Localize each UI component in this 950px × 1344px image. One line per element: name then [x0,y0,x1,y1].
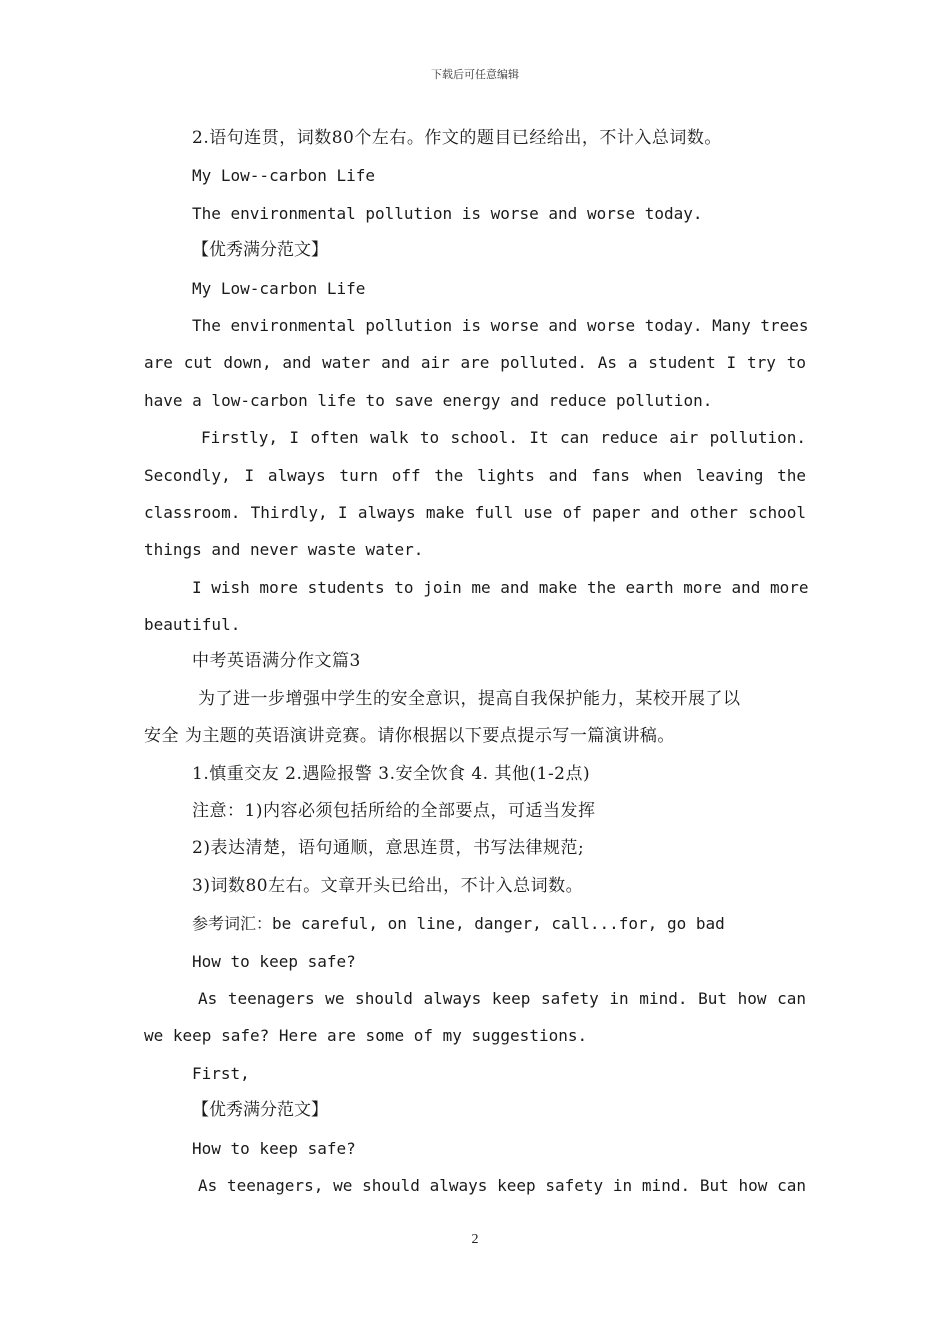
speech-title-prompt: How to keep safe? [192,951,356,971]
speech-opening-line-1: As teenagers we should always keep safety in mind. But how can [198,988,806,1008]
speech-opening-line-2: we keep safe? Here are some of my suggestions. [144,1026,588,1046]
sample-title: My Low-carbon Life [192,278,366,298]
task-description-line-2: 安全 为主题的英语演讲竞赛。请你根据以下要点提示写一篇演讲稿。 [144,726,675,747]
document-body [144,120,809,1204]
requirement-line-2: 2.语句连贯，词数80个左右。作文的题目已经给出，不计入总词数。 [192,128,722,148]
sample-paragraph-2-line-4: things and never waste water. [144,540,424,560]
reference-vocabulary: 参考词汇：be careful, on line, danger, call...for, go bad [192,914,725,934]
key-points: 1.慎重交友 2.遇险报警 3.安全饮食 4. 其他(1-2点) [192,763,591,784]
sample-heading-2: 【优秀满分范文】 [192,1100,328,1121]
sample-paragraph-2-line-3: classroom. Thirdly, I always make full use of paper and other school [144,502,806,522]
section-title-essay-3: 中考英语满分作文篇3 [192,651,361,672]
page-header: 下载后可任意编辑 [431,68,519,81]
sample-heading: 【优秀满分范文】 [192,240,328,261]
sample-speech-line-1: As teenagers, we should always keep safety in mind. But how can [198,1175,806,1195]
sample-paragraph-3-line-1: I wish more students to join me and make the earth more and more [192,577,809,597]
sample-paragraph-3-line-2: beautiful. [144,615,241,635]
note-2: 2)表达清楚，语句通顺，意思连贯，书写法律规范; [192,838,585,859]
sample-paragraph-1-line-1: The environmental pollution is worse and worse today. Many trees [192,315,809,335]
sample-paragraph-1-line-2: are cut down, and water and air are polluted. As a student I try to [144,353,806,373]
sample-paragraph-1-line-3: have a low-carbon life to save energy and reduce pollution. [144,390,713,410]
note-3: 3)词数80左右。文章开头已给出，不计入总词数。 [192,875,584,896]
sample-paragraph-2-line-1: Firstly, I often walk to school. It can reduce air pollution. [201,428,806,448]
task-description-line-1: 为了进一步增强中学生的安全意识，提高自我保护能力，某校开展了以 [198,688,741,709]
sample-paragraph-2-line-2: Secondly, I always turn off the lights and fans when leaving the [144,465,806,485]
speech-first-prompt: First, [192,1063,250,1083]
essay-title-prompt: My Low--carbon Life [192,166,376,186]
sample-speech-title: How to keep safe? [192,1138,356,1158]
note-1: 注意：1)内容必须包括所给的全部要点，可适当发挥 [192,801,596,822]
essay-opening-prompt: The environmental pollution is worse and worse today. [192,203,703,223]
page-number: 2 [471,1232,479,1247]
